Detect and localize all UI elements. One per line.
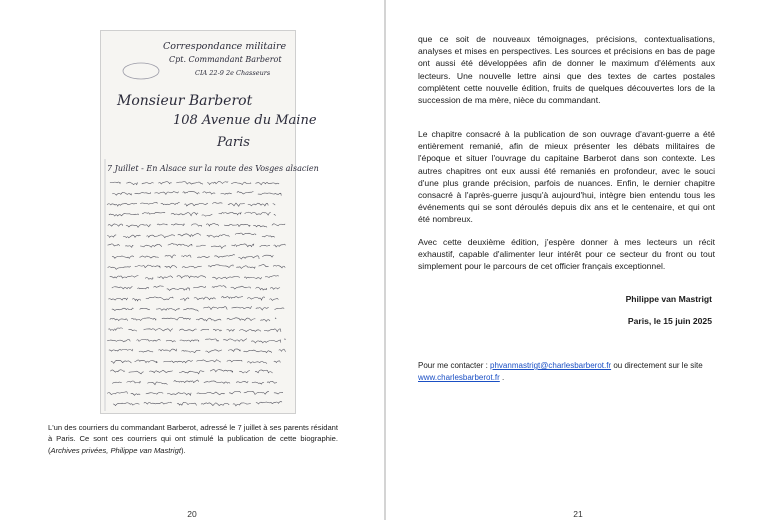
letter-handwriting-line: Paris xyxy=(217,135,250,150)
letter-handwriting-line: Monsieur Barberot xyxy=(117,93,253,109)
handwriting-scribble-line xyxy=(112,307,284,312)
handwriting-scribble-line xyxy=(107,339,285,343)
caption-source: Archives privées, Philippe van Mastrigt xyxy=(50,445,181,455)
handwriting-scribble-line xyxy=(112,255,274,259)
handwriting-scribble-line xyxy=(108,224,285,228)
left-page xyxy=(0,0,384,520)
image-caption xyxy=(48,422,338,456)
handwriting-scribble-line xyxy=(109,349,286,353)
caption-main: L'un des courriers du commandant Barberot, adressé le 7 juillet à ses parents résidant à Paris. Ce sont ces courriers qui ont stimulé la publication de cette biographie. ( xyxy=(48,423,338,455)
letter-scribble-lines xyxy=(101,31,297,415)
contact-site-link[interactable]: www.charlesbarberot.fr xyxy=(418,372,500,382)
handwriting-scribble-line xyxy=(110,181,279,184)
letter-handwriting-line: Cpt. Commandant Barberot xyxy=(169,55,282,64)
signature-name: Philippe van Mastrigt xyxy=(625,294,712,304)
handwriting-scribble-line xyxy=(112,286,280,291)
signature-place-date: Paris, le 15 juin 2025 xyxy=(627,316,712,326)
contact-email-link[interactable]: phvanmastrigt@charlesbarberot.fr xyxy=(490,361,612,370)
handwriting-scribble-line xyxy=(109,212,276,216)
handwriting-scribble-line xyxy=(112,191,281,195)
contact-paragraph xyxy=(418,360,718,383)
handwriting-scribble-line xyxy=(108,243,286,248)
contact-middle: ou directement sur le site xyxy=(611,361,703,370)
page-number-left: 20 xyxy=(187,509,197,519)
handwriting-scribble-line xyxy=(108,265,286,270)
letter-handwriting-line: 7 Juillet - En Alsace sur la route des Vosges alsacien xyxy=(107,164,319,173)
handwriting-scribble-line xyxy=(107,391,283,395)
handwriting-scribble-line xyxy=(112,380,277,385)
handwritten-letter-image xyxy=(100,30,319,414)
handwriting-scribble-line xyxy=(107,233,275,238)
postmark-stamp xyxy=(123,63,159,79)
body-paragraph-3: Avec cette deuxième édition, j'espère donner à mes lecteurs un récit exhaustif, capable d'alimenter leur intérêt pour ce secteur du front ou tout simplement pour le parcours de cet officier français exceptionnel. xyxy=(418,237,715,272)
letter-handwriting-line: CIA 22-9 2e Chasseurs xyxy=(195,69,271,77)
handwriting-scribble-line xyxy=(110,317,276,321)
contact-end: . xyxy=(499,372,505,382)
handwriting-scribble-line xyxy=(107,202,275,206)
body-paragraph-1: que ce soit de nouveaux témoignages, précisions, contextualisations, analyses et mises en perspectives. Les sources et précisions en bas de page ont aussi été développées afin de donner le maximum d'éléments aux lecteurs. Une nouvelle lettre ainsi que des textes de cartes postales complètent cette nouvelle édition, fruits de quelques découvertes lors de la succession de ma mère, nièce du commandant. xyxy=(418,34,715,106)
handwriting-scribble-line xyxy=(113,402,282,406)
contact-prefix: Pour me contacter : xyxy=(418,361,491,370)
handwriting-scribble-line xyxy=(108,296,278,301)
letter-handwriting-line: 108 Avenue du Maine xyxy=(173,113,317,128)
handwriting-scribble-line xyxy=(109,328,281,332)
handwriting-scribble-line xyxy=(110,370,272,374)
handwriting-scribble-line xyxy=(111,360,280,364)
letter-handwriting-line: Correspondance militaire xyxy=(163,41,287,52)
caption-end: ). xyxy=(180,445,186,455)
body-paragraph-2: Le chapitre consacré à la publication de son ouvrage d'avant-guerre a été entièrement remanié, afin de mieux présenter les débats militaires de l'époque et situer l'ouvrage du capitaine Barberot dans son contexte. Les autres chapitres ont eux aussi été remaniés en profondeur, avec le souci d'une plus grande précision, parfois de nuances. Enfin, le dernier chapitre consacré à l'après-guerre jusqu'à aujourd'hui, intègre bien entendu tous les événements qui se sont déroulés depuis dix ans et le centenaire, et qui ont été nombreux. xyxy=(418,129,715,225)
handwriting-scribble-line xyxy=(110,276,279,280)
page-number-right: 21 xyxy=(573,509,583,519)
